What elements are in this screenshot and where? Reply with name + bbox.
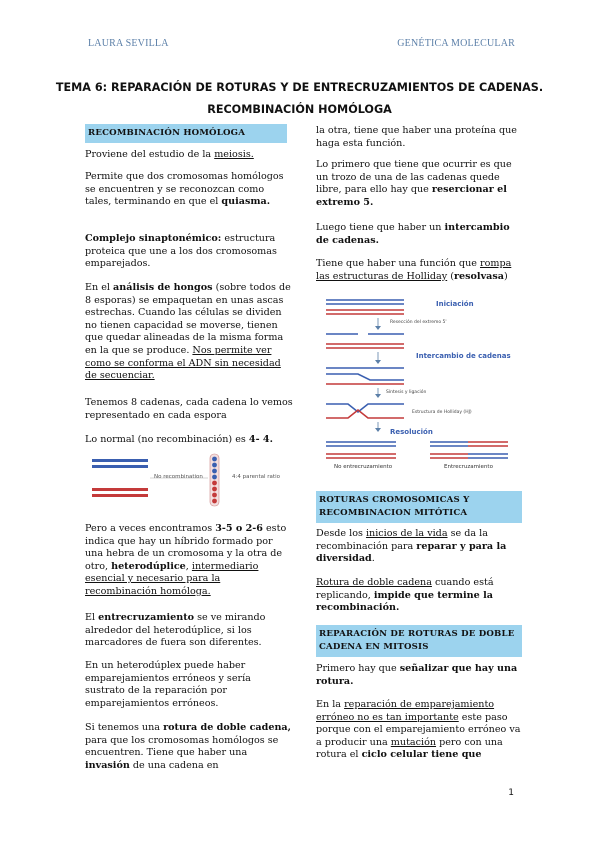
para-resercionar: Lo primero que tiene que ocurrir es que un trozo de una de las cadenas quede libre, para ello hay que resercionar el extremo 5. (316, 159, 512, 208)
figure-recombination-steps (318, 292, 518, 478)
header-subject: GENÉTICA MOLECULAR (397, 38, 515, 49)
para-hongos: En el análisis de hongos (sobre todos de 8 esporas) se empaquetan en unas ascas estrechas. Cuando las células se dividen no tienen capacidad se moverse, tienen que quedar alineadas de la misma forma en la que se produce. Nos permite ver como se conforma el ADN sin necesidad de secuenciar. (85, 282, 291, 382)
page-number: 1 (508, 788, 514, 798)
fig1-label-ratio: 4:4 parental ratio (232, 474, 280, 480)
left-column (85, 149, 293, 162)
section-box-roturas: ROTURAS CROMOSOMICAS Y RECOMBINACION MITÓTICA (316, 491, 522, 523)
para-emparejamiento: En la reparación de emparejamiento erróneo no es tan importante este paso porque con el emparejamiento erróneo va a producir una mutación pero con una rotura el ciclo celular tiene que (316, 699, 521, 761)
page-title: TEMA 6: REPARACIÓN DE ROTURAS Y DE ENTRECRUZAMIENTOS DE CADENAS. (55, 81, 544, 94)
para-holliday: Tiene que haber una función que rompa las estructuras de Holliday (resolvasa) (316, 258, 512, 282)
section-box-reparacion: REPARACIÓN DE ROTURAS DE DOBLE CADENA EN MITOSIS (316, 625, 522, 657)
header-author: LAURA SEVILLA (88, 38, 169, 49)
fig2-step-resolucion: Resolución (390, 428, 433, 436)
page-subtitle: RECOMBINACIÓN HOMÓLOGA (207, 103, 392, 116)
strand-blue-1 (92, 459, 148, 462)
para-cadenas: Tenemos 8 cadenas, cada cadena lo vemos representado en cada espora (85, 397, 293, 421)
para-inicios: Desde los inicios de la vida se da la recombinación para reparar y para la diversidad. (316, 528, 507, 565)
para-quiasma: Permite que dos cromosomas homólogos se encuentren y se reconozcan como tales, terminando en que el quiasma. (85, 171, 284, 208)
para-complejo: Complejo sinaptonémico: estructura proteica que une a los dos cromosomas emparejados. (85, 233, 277, 270)
section-box-recombinacion: RECOMBINACIÓN HOMÓLOGA (85, 124, 287, 143)
para-heteroduplice: Pero a veces encontramos 3-5 o 2-6 esto indica que hay un híbrido formado por una hebra de un cromosoma y la otra de otro, heterodúplice, intermediario esencial y necesario para la recombinación homóloga. (85, 523, 287, 597)
fig2-out-no-entrecruzamiento: No entrecruzamiento (334, 464, 393, 470)
fig2-step-holliday: Estructura de Holliday (HJ) (412, 410, 472, 415)
fig2-step-iniciacion: Iniciación (436, 300, 474, 308)
figure-no-recombination (90, 452, 290, 508)
fig2-out-entrecruzamiento: Entrecruzamiento (444, 464, 493, 470)
para-normal: Lo normal (no recombinación) es 4- 4. (85, 434, 273, 445)
fig2-step-intercambio: Intercambio de cadenas (416, 352, 511, 360)
fig2-step-sintesis: Síntesis y ligación (386, 390, 427, 395)
fig1-label-no-recombination: No recombination (154, 474, 203, 480)
strand-red-1 (92, 488, 148, 491)
fig2-step-reseccion: Resección del extremo 5' (390, 320, 447, 325)
para-intercambio: Luego tiene que haber un intercambio de cadenas. (316, 222, 510, 246)
para-proteina: la otra, tiene que haber una proteína que haga esta función. (316, 125, 517, 149)
para-entrecruzamiento: El entrecruzamiento se ve mirando alrededor del heterodúplice, si los marcadores de fuera son diferentes. (85, 612, 266, 649)
para-meiosis: Proviene del estudio de la meiosis. (85, 149, 254, 160)
para-rotura: Si tenemos una rotura de doble cadena, para que los cromosomas homólogos se encuentren. Tiene que haber una invasión de una cadena en (85, 722, 291, 771)
para-doble-cadena: Rotura de doble cadena cuando está replicando, impide que termine la recombinación. (316, 577, 494, 614)
para-heteroduplex: En un heterodúplex puede haber emparejamientos erróneos y sería sustrato de la reparación por emparejamientos erróneos. (85, 660, 251, 709)
strand-blue-2 (92, 465, 148, 468)
strand-red-2 (92, 494, 148, 497)
para-senalizar: Primero hay que señalizar que hay una rotura. (316, 663, 518, 687)
